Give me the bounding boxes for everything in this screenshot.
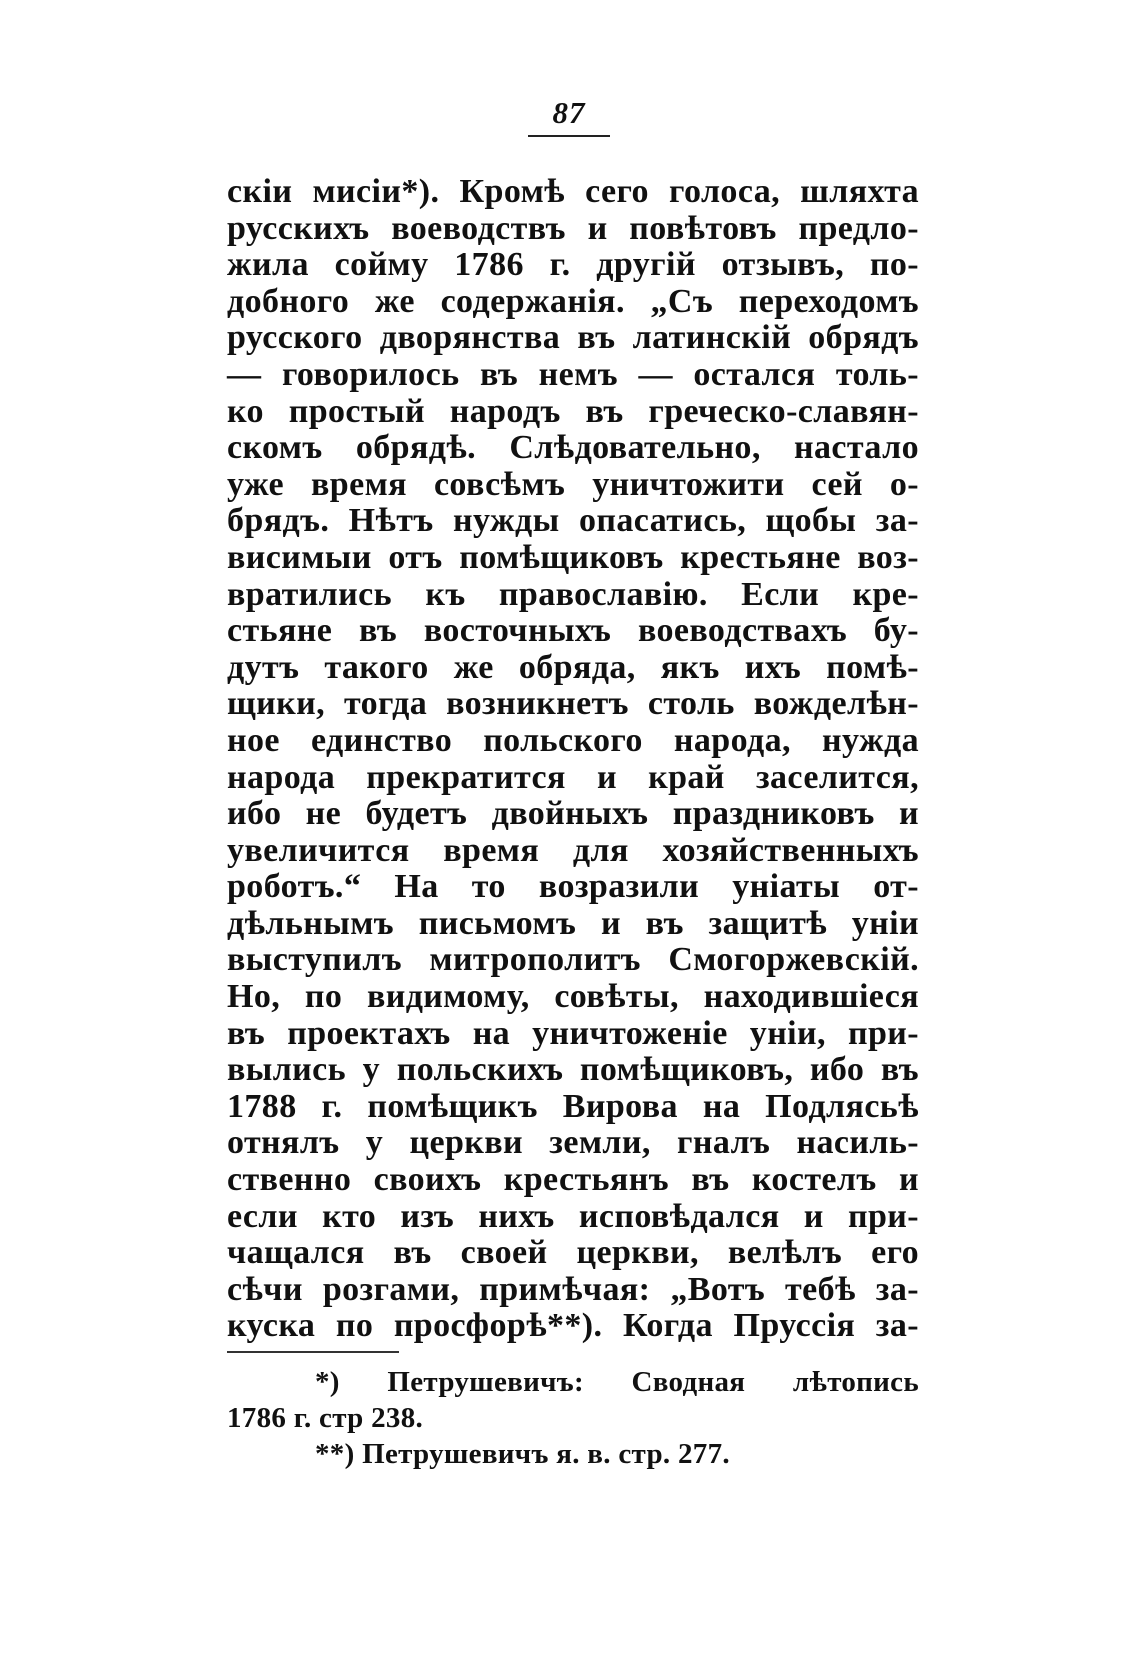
text-line: куска по просфорѣ**). Когда Пруссія за- [227, 1307, 919, 1345]
text-line: русскихъ воеводствъ и повѣтовъ предло- [227, 209, 919, 247]
text-line: отнялъ у церкви земли, гналъ насиль- [227, 1124, 919, 1162]
text-line: скіи мисіи*). Кромѣ сего голоса, шляхта [227, 173, 919, 210]
body-text [227, 174, 919, 1345]
text-line: вратились къ православію. Если кре- [227, 575, 919, 613]
text-line: висимыи отъ помѣщиковъ крестьяне воз- [227, 538, 919, 576]
text-line: увеличится время для хозяйственныхъ [227, 831, 919, 869]
footnotes [227, 1364, 919, 1472]
text-line: добного же содержанія. „Съ переходомъ [227, 282, 919, 320]
text-line: скомъ обрядѣ. Слѣдовательно, настало [227, 429, 919, 467]
text-line: дѣльнымъ письмомъ и въ защитѣ уніи [227, 904, 919, 942]
text-line: дутъ такого же обряда, якъ ихъ помѣ- [227, 648, 919, 686]
text-line: уже время совсѣмъ уничтожити сей о- [227, 465, 919, 503]
footnote-1-continuation: 1786 г. стр 238. [227, 1402, 424, 1434]
text-line: брядъ. Нѣтъ нужды опасатись, щобы за- [227, 502, 919, 540]
text-line: русского дворянства въ латинскій обрядъ [227, 319, 919, 357]
text-line: выступилъ митрополитъ Смогоржевскій. [227, 941, 919, 979]
text-line: если кто изъ нихъ исповѣдался и при- [227, 1197, 919, 1235]
text-line: — говорилось въ немъ — остался толь- [227, 355, 919, 393]
text-line: ибо не будетъ двойныхъ праздниковъ и [227, 795, 919, 833]
text-line: ственно своихъ крестьянъ въ костелъ и [227, 1161, 919, 1199]
text-line: роботъ.“ На то возразили уніаты от- [227, 868, 919, 906]
text-line: ное единство польского народа, нужда [227, 721, 919, 759]
text-line: народа прекратится и край заселится, [227, 758, 919, 796]
footnote-1: *) Петрушевичъ: Сводная лѣтопись [315, 1366, 919, 1398]
footnote-2: **) Петрушевичъ я. в. стр. 277. [315, 1438, 730, 1470]
text-line: 1788 г. помѣщикъ Вирова на Подлясьѣ [227, 1087, 919, 1125]
text-line: жила сойму 1786 г. другій отзывъ, по- [227, 246, 919, 284]
text-line: щики, тогда возникнетъ столь вожделѣн- [227, 685, 919, 723]
text-line: сѣчи розгами, примѣчая: „Вотъ тебѣ за- [227, 1270, 919, 1308]
page-number: 87 [552, 95, 586, 130]
text-line: въ проектахъ на уничтоженіе уніи, при- [227, 1014, 919, 1052]
text-line: Но, по видимому, совѣты, находившіеся [227, 978, 919, 1016]
footnote-separator [227, 1351, 399, 1353]
text-line: ко простый народъ въ греческо-славян- [227, 392, 919, 430]
page-number-underline [528, 135, 610, 137]
text-line: чащался въ своей церкви, велѣлъ его [227, 1234, 919, 1272]
text-line: стьяне въ восточныхъ воеводствахъ бу- [227, 612, 919, 650]
text-line: вылись у польскихъ помѣщиковъ, ибо въ [227, 1051, 919, 1089]
